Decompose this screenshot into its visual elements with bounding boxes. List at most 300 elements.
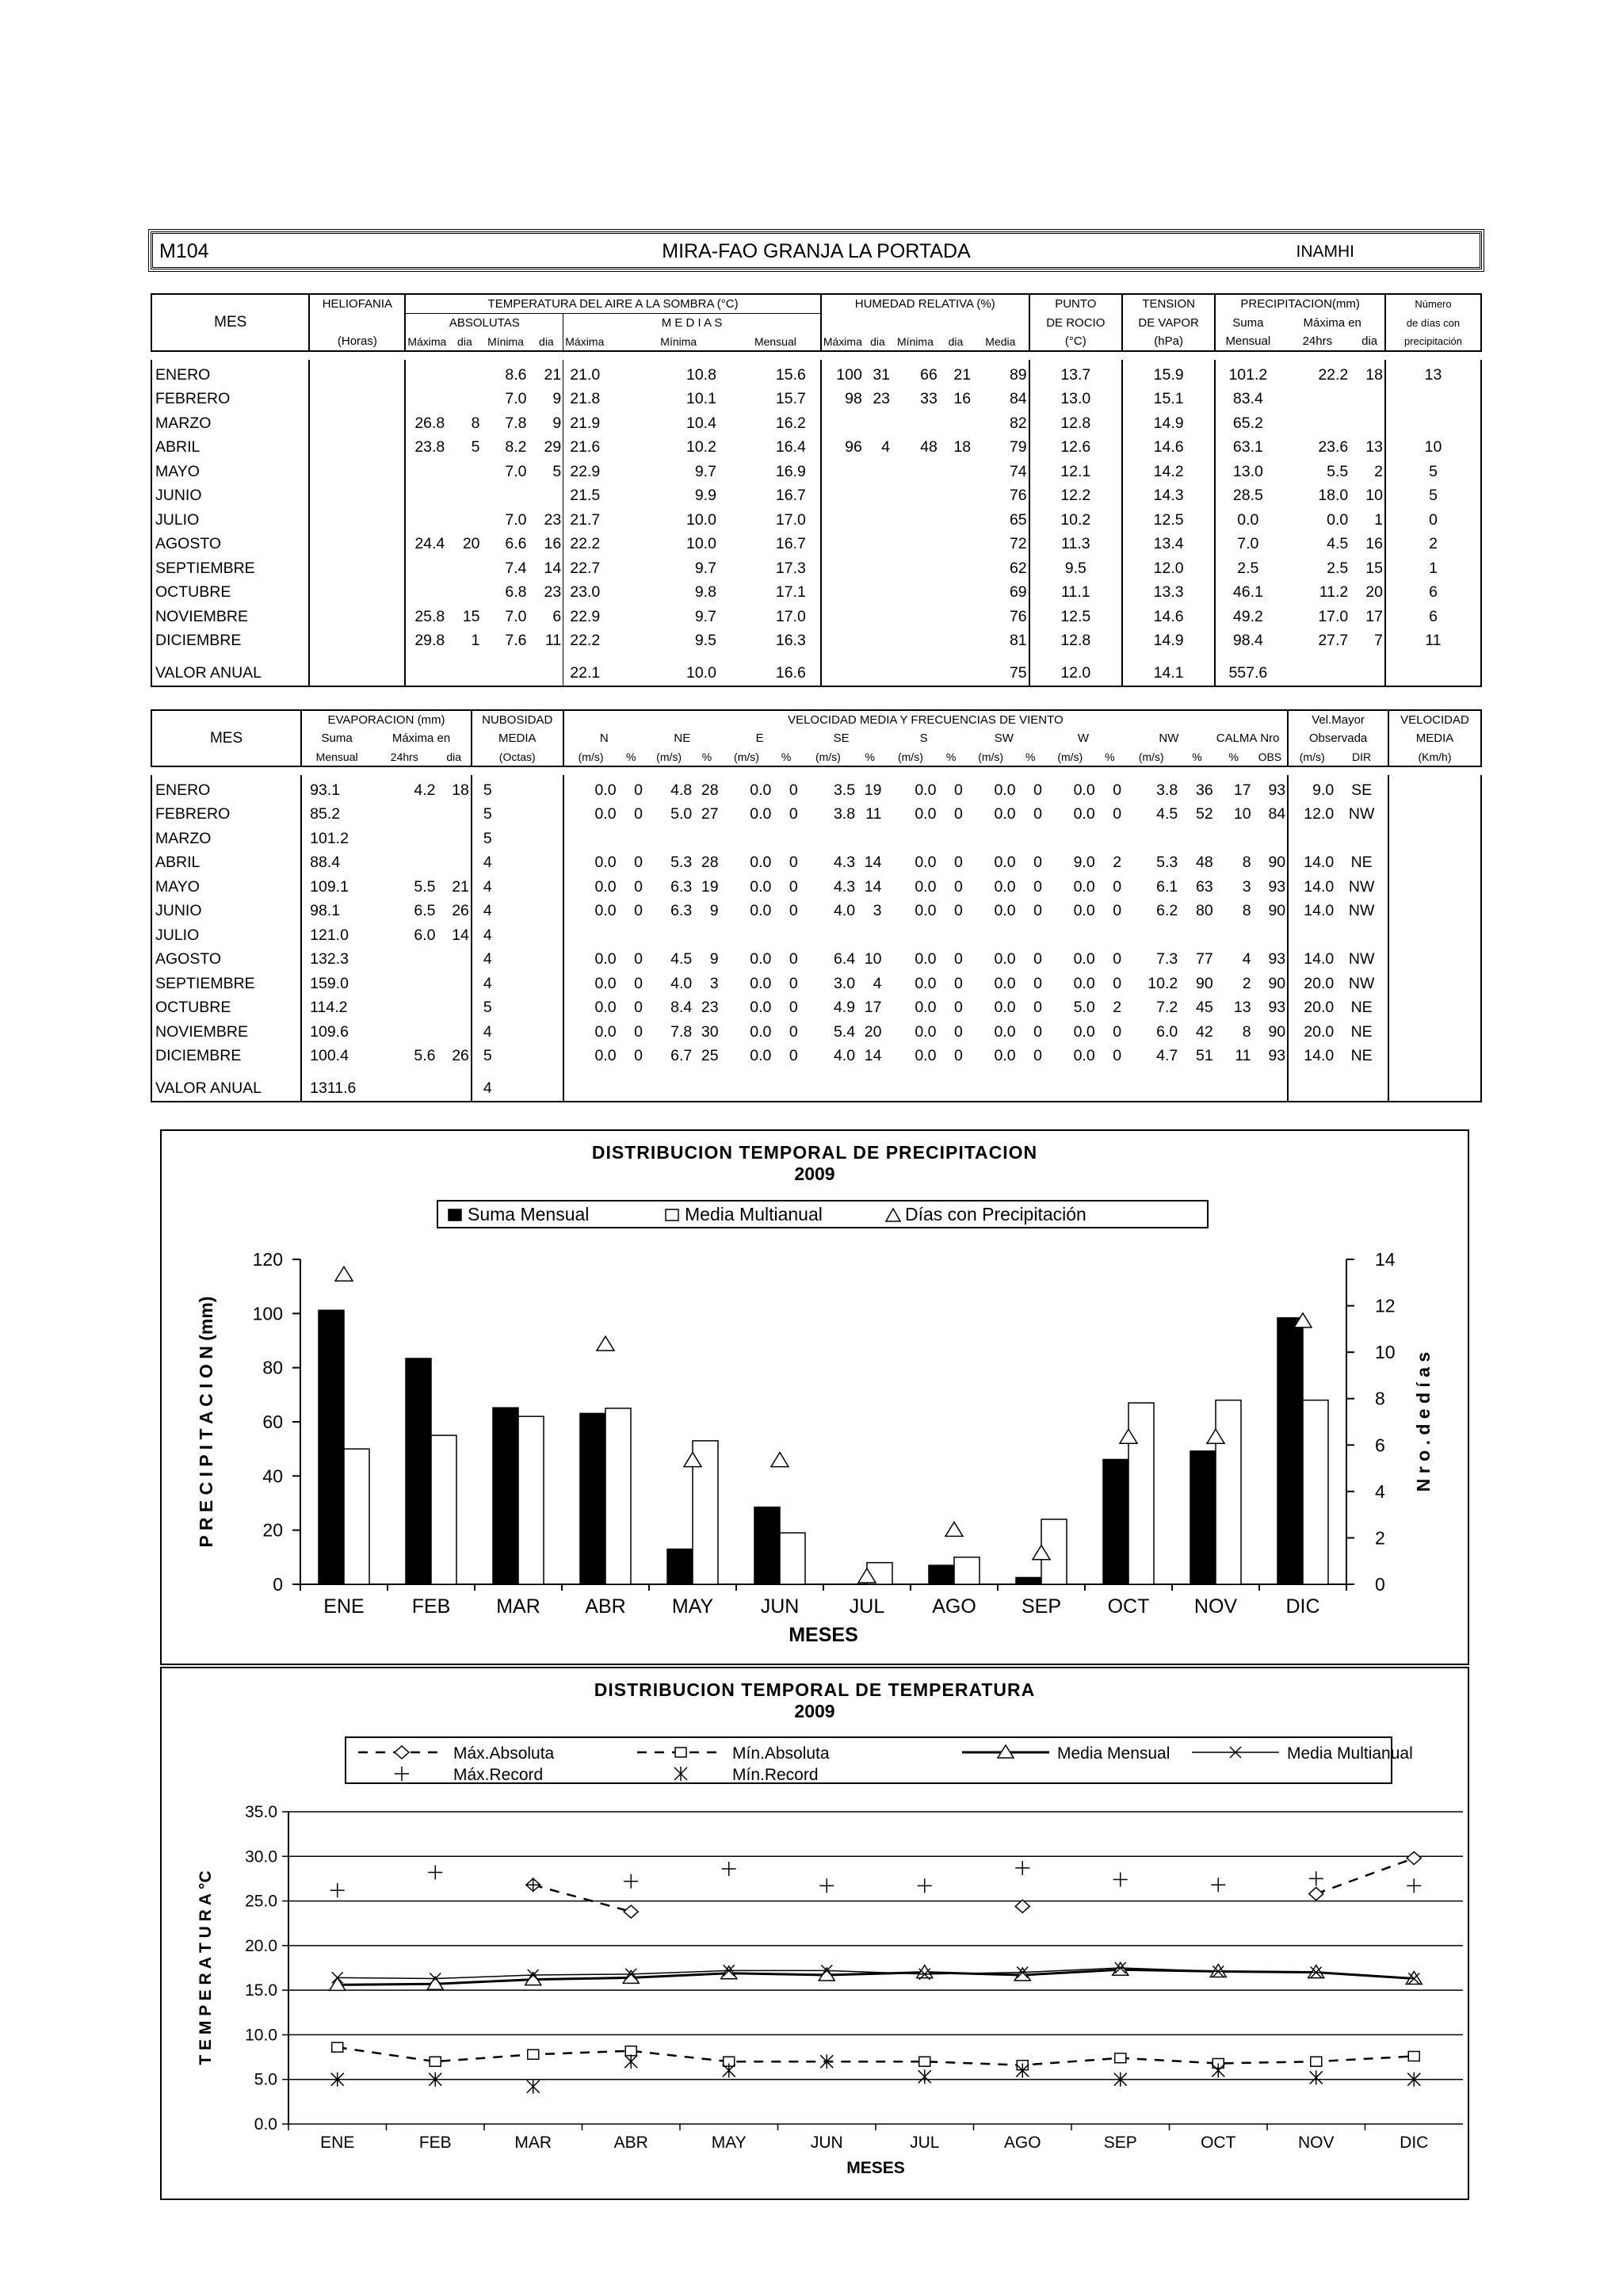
value-cell: 23.6 <box>1318 438 1349 457</box>
value-cell: 0.0 <box>994 877 1016 896</box>
legend-label: Suma Mensual <box>468 1204 590 1224</box>
value-cell <box>1335 1076 1388 1102</box>
legend-label: Mín.Absoluta <box>732 1744 830 1763</box>
series-m-n-absoluta-marker <box>332 2042 343 2052</box>
value-cell: 51 <box>1196 1047 1213 1065</box>
value-cell <box>309 388 405 412</box>
value-cell: 0.0 <box>750 902 772 920</box>
table-cell: % <box>1215 747 1253 766</box>
table-cell: CALMA <box>1216 732 1258 745</box>
bar-suma-mensual <box>1190 1451 1216 1584</box>
table-cell <box>472 1068 563 1076</box>
value-cell <box>821 460 864 484</box>
month-label: JULIO <box>151 923 301 948</box>
value-cell: 0 <box>634 805 643 823</box>
table-cell: TENSION <box>1122 294 1215 314</box>
value-cell: 8 <box>1242 1022 1251 1041</box>
x-tick-label: ABR <box>585 1595 626 1618</box>
climate-table-2 <box>151 709 1482 1102</box>
value-cell <box>372 996 437 1021</box>
header-row <box>151 710 1481 729</box>
value-cell: 5.5 <box>414 877 436 896</box>
value-cell: 13.4 <box>1122 533 1215 557</box>
value-cell: 0.0 <box>994 950 1016 968</box>
value-cell <box>372 972 437 996</box>
y-tick-label: 15.0 <box>245 1981 277 2000</box>
value-cell: 4 <box>873 974 882 992</box>
col-nubosidad: NUBOSIDAD <box>472 710 563 729</box>
value-cell: 23 <box>544 510 562 529</box>
value-cell: 7.6 <box>505 632 527 650</box>
month-row <box>151 972 1481 996</box>
value-cell <box>1388 923 1481 948</box>
value-cell: NE <box>1350 1047 1373 1065</box>
value-cell <box>1354 388 1385 412</box>
value-cell: 0 <box>789 999 798 1017</box>
table-cell <box>964 1068 1018 1076</box>
value-cell <box>309 484 405 509</box>
value-cell: 10.8 <box>685 365 716 384</box>
value-cell: 98 <box>821 388 864 412</box>
value-cell: 96 <box>821 436 864 460</box>
value-cell <box>1253 1076 1289 1102</box>
month-label: VALOR ANUAL <box>151 1076 301 1102</box>
value-cell: 10.0 <box>627 661 731 686</box>
value-cell: 90 <box>1268 902 1286 920</box>
value-cell: 0 <box>634 974 643 992</box>
value-cell: 81 <box>1009 632 1027 650</box>
value-cell: 0.0 <box>915 781 937 799</box>
legend-bar-swatch <box>449 1209 461 1221</box>
value-cell: 0 <box>634 877 643 896</box>
value-cell: 76 <box>1009 607 1027 625</box>
value-cell: 6.4 <box>833 950 856 968</box>
value-cell: 14 <box>864 854 882 872</box>
month-row <box>151 1020 1481 1045</box>
value-cell <box>1018 827 1044 851</box>
value-cell: 7.0 <box>505 390 527 408</box>
value-cell: 0 <box>789 854 798 872</box>
value-cell <box>1388 827 1481 851</box>
value-cell: 17 <box>864 999 882 1017</box>
value-cell: 9.7 <box>694 559 716 577</box>
series-m-x-absoluta-marker <box>624 1905 638 1918</box>
value-cell: 9 <box>709 950 719 968</box>
month-label: NOVIEMBRE <box>151 605 309 629</box>
bar-suma-mensual <box>1277 1318 1303 1584</box>
value-cell: 6.2 <box>1156 902 1178 920</box>
table-cell <box>437 1068 471 1076</box>
value-cell: 17.0 <box>775 607 806 625</box>
table-cell: % <box>1018 747 1044 766</box>
y-tick-label: 0.0 <box>254 2115 277 2134</box>
table-cell <box>1123 1068 1179 1076</box>
value-cell: 16.7 <box>775 487 806 505</box>
table-cell <box>372 1068 437 1076</box>
y2-tick-label: 6 <box>1375 1435 1385 1456</box>
table-cell <box>857 1068 883 1076</box>
value-cell: 21 <box>452 877 469 896</box>
value-cell <box>482 484 530 509</box>
value-cell <box>1123 923 1179 948</box>
header-row <box>151 314 1481 333</box>
value-cell: 4 <box>472 1020 563 1045</box>
value-cell: 6.5 <box>414 902 436 920</box>
value-cell: 29.8 <box>405 629 448 654</box>
value-cell <box>1253 827 1289 851</box>
value-cell <box>1388 948 1481 972</box>
value-cell: 9 <box>709 902 719 920</box>
value-cell: 0 <box>1033 950 1042 968</box>
table-cell <box>720 1068 773 1076</box>
value-cell <box>1288 923 1335 948</box>
table-cell: Suma <box>1215 314 1280 333</box>
value-cell: 8 <box>1242 902 1251 920</box>
series-m-n-absoluta-marker <box>1115 2053 1126 2063</box>
value-cell: 5.3 <box>670 854 693 872</box>
value-cell: 6.0 <box>1156 1022 1178 1041</box>
value-cell <box>644 923 693 948</box>
value-cell <box>1044 1076 1097 1102</box>
value-cell: 29 <box>544 438 562 457</box>
value-cell: 21.7 <box>563 508 627 533</box>
y2-tick-label: 4 <box>1375 1480 1385 1502</box>
temperature-chart-panel <box>160 1667 1469 2200</box>
value-cell: 28 <box>701 781 719 799</box>
col-dir-nw: NW <box>1159 732 1179 745</box>
value-cell: 18 <box>953 438 972 457</box>
value-cell <box>1388 1076 1481 1102</box>
value-cell: 0 <box>634 902 643 920</box>
value-cell: 114.2 <box>301 996 372 1021</box>
value-cell: 9 <box>552 390 562 408</box>
value-cell <box>883 923 938 948</box>
value-cell: 6.6 <box>505 535 527 553</box>
col-heliofania: HELIOFANIA <box>309 294 405 314</box>
x-tick-label: FEB <box>418 2134 452 2152</box>
value-cell: 24.4 <box>405 533 448 557</box>
value-cell <box>372 851 437 876</box>
marker-dias-precipitacion <box>945 1522 963 1536</box>
table-cell <box>800 1068 857 1076</box>
header-row <box>151 747 1481 766</box>
value-cell: 0.0 <box>915 902 937 920</box>
value-cell: 15.9 <box>1122 360 1215 388</box>
value-cell: 93 <box>1268 1047 1286 1065</box>
value-cell <box>372 1020 437 1045</box>
value-cell: 5 <box>1385 460 1481 484</box>
value-cell: 13.3 <box>1122 581 1215 606</box>
table-cell: (m/s) <box>1123 747 1179 766</box>
chart-title: DISTRIBUCION TEMPORAL DE PRECIPITACION <box>591 1142 1038 1163</box>
value-cell: 98.4 <box>1215 629 1280 654</box>
table-cell <box>448 653 481 661</box>
month-label: NOVIEMBRE <box>151 1020 301 1045</box>
x-tick-label: MAY <box>711 2134 747 2152</box>
value-cell <box>1215 827 1253 851</box>
value-cell: 80 <box>1196 902 1213 920</box>
value-cell: 4 <box>472 875 563 900</box>
x-tick-label: JUL <box>910 2134 940 2152</box>
value-cell <box>857 923 883 948</box>
bar-media-multianual <box>605 1408 631 1584</box>
x-tick-label: DIC <box>1400 2134 1429 2152</box>
bar-suma-mensual <box>319 1310 344 1584</box>
value-cell: 2 <box>1374 462 1383 480</box>
value-cell: 4.9 <box>833 999 856 1017</box>
value-cell <box>437 948 471 972</box>
value-cell: 0.0 <box>994 854 1016 872</box>
value-cell <box>1288 827 1335 851</box>
value-cell <box>372 948 437 972</box>
value-cell: 12.5 <box>1122 508 1215 533</box>
bar-media-multianual <box>431 1435 456 1584</box>
table-cell: Observada <box>1288 729 1388 747</box>
value-cell: 13.0 <box>1215 460 1280 484</box>
col-precipitacion: PRECIPITACION(mm) <box>1215 294 1385 314</box>
value-cell: 5 <box>472 827 563 851</box>
table-cell: (m/s) <box>800 747 857 766</box>
value-cell: 16 <box>544 535 562 553</box>
value-cell <box>448 360 481 388</box>
value-cell: 6.7 <box>670 1047 693 1065</box>
x-tick-label: MAR <box>496 1595 540 1618</box>
value-cell: 98.1 <box>301 900 372 924</box>
month-row <box>151 629 1481 654</box>
table-cell: Número <box>1385 294 1481 314</box>
value-cell: 0.0 <box>563 996 618 1021</box>
value-cell: 1 <box>1385 556 1481 581</box>
table-1-header <box>151 294 1481 360</box>
value-cell <box>1388 900 1481 924</box>
table-cell <box>1179 1068 1215 1076</box>
value-cell: 14 <box>864 877 882 896</box>
value-cell <box>1253 923 1289 948</box>
value-cell <box>939 556 972 581</box>
col-dir-se: SE <box>833 732 850 745</box>
value-cell: 10 <box>1385 436 1481 460</box>
month-row <box>151 1045 1481 1069</box>
value-cell: 5.4 <box>833 1022 856 1041</box>
table-cell <box>1280 653 1354 661</box>
value-cell: 2 <box>1113 999 1122 1017</box>
value-cell: 5 <box>552 462 562 480</box>
value-cell: 4.5 <box>670 950 693 968</box>
value-cell <box>938 1076 964 1102</box>
series-m-x-record-marker <box>1211 1878 1225 1892</box>
series-m-n-absoluta-marker <box>430 2057 441 2066</box>
value-cell <box>1288 1076 1335 1102</box>
value-cell: 0 <box>953 877 963 896</box>
value-cell <box>309 605 405 629</box>
value-cell: 7.8 <box>505 414 527 432</box>
x-axis-label: MESES <box>846 2159 905 2177</box>
table-cell <box>563 653 627 661</box>
value-cell: 28 <box>701 854 719 872</box>
spacer-row <box>151 1068 1481 1076</box>
table-1-body <box>151 360 1481 686</box>
value-cell: 0 <box>1033 781 1042 799</box>
value-cell: 90 <box>1268 854 1286 872</box>
value-cell: 28.5 <box>1215 484 1280 509</box>
value-cell <box>821 661 864 686</box>
x-tick-label: DIC <box>1285 1595 1320 1618</box>
month-label: OCTUBRE <box>151 996 301 1021</box>
value-cell: 0 <box>953 854 963 872</box>
series-m-x-record-marker <box>1113 1873 1128 1887</box>
value-cell <box>773 827 799 851</box>
y-tick-label: 10.0 <box>245 2026 277 2045</box>
value-cell: 132.3 <box>301 948 372 972</box>
table-cell <box>883 1068 938 1076</box>
table-cell <box>1388 1068 1481 1076</box>
series-m-n-record-marker <box>918 2069 931 2084</box>
value-cell: 14.2 <box>1122 460 1215 484</box>
value-cell <box>1097 923 1123 948</box>
value-cell <box>1018 1076 1044 1102</box>
month-row <box>151 484 1481 509</box>
month-label: VALOR ANUAL <box>151 661 309 686</box>
month-label: JUNIO <box>151 484 309 509</box>
value-cell: 0 <box>789 805 798 823</box>
value-cell <box>1280 661 1354 686</box>
value-cell <box>821 411 864 436</box>
table-cell: Máxima <box>821 332 864 351</box>
value-cell: 0.0 <box>750 781 772 799</box>
value-cell <box>530 484 563 509</box>
value-cell: 17 <box>1365 607 1383 625</box>
value-cell: 52 <box>1196 805 1213 823</box>
value-cell: 0 <box>953 1047 963 1065</box>
table-cell: Mínima <box>627 332 731 351</box>
table-cell: (m/s) <box>1288 747 1335 766</box>
value-cell: 0.0 <box>1073 1047 1095 1065</box>
value-cell: 14 <box>864 1047 882 1065</box>
table-cell: (m/s) <box>644 747 693 766</box>
value-cell: 14.0 <box>1288 875 1335 900</box>
value-cell: 0.0 <box>750 950 772 968</box>
value-cell: 0 <box>1113 902 1122 920</box>
value-cell: 0 <box>1033 877 1042 896</box>
x-tick-label: JUN <box>760 1595 800 1618</box>
value-cell: 21.8 <box>563 388 627 412</box>
value-cell: 4 <box>472 851 563 876</box>
value-cell <box>309 629 405 654</box>
value-cell: 21 <box>544 365 562 384</box>
value-cell: 0 <box>1113 950 1122 968</box>
x-tick-label: SEP <box>1103 2134 1137 2152</box>
value-cell: 101.2 <box>301 827 372 851</box>
value-cell <box>309 533 405 557</box>
value-cell <box>437 1020 471 1045</box>
value-cell: 557.6 <box>1215 661 1280 686</box>
col-humedad: HUMEDAD RELATIVA (%) <box>821 294 1029 314</box>
value-cell: 7 <box>1374 632 1383 650</box>
bar-suma-mensual <box>754 1507 780 1584</box>
table-cell: DIR <box>1335 747 1388 766</box>
value-cell: 3.5 <box>833 781 856 799</box>
value-cell <box>437 851 471 876</box>
value-cell <box>939 411 972 436</box>
table-cell: % <box>1179 747 1215 766</box>
month-label: DICIEMBRE <box>151 1045 301 1069</box>
value-cell <box>892 661 939 686</box>
value-cell <box>1097 827 1123 851</box>
value-cell: 17 <box>1233 781 1251 799</box>
value-cell <box>1179 827 1215 851</box>
value-cell: 21.0 <box>563 360 627 388</box>
table-cell: (m/s) <box>1044 747 1097 766</box>
month-label: ENERO <box>151 360 309 388</box>
value-cell <box>448 581 481 606</box>
series-m-n-absoluta-line <box>338 2047 1415 2065</box>
value-cell <box>693 923 720 948</box>
value-cell <box>883 1076 938 1102</box>
table-cell: M E D I A S <box>563 314 821 333</box>
value-cell: 3 <box>873 902 882 920</box>
value-cell: 17.1 <box>775 583 806 602</box>
value-cell: 0.0 <box>1073 974 1095 992</box>
value-cell: 16.9 <box>775 462 806 480</box>
value-cell: 5 <box>472 803 563 827</box>
value-cell: 18.0 <box>1318 487 1349 505</box>
value-cell: 14.9 <box>1122 411 1215 436</box>
value-cell <box>1388 775 1481 803</box>
value-cell: 0.0 <box>915 805 937 823</box>
bar-media-multianual <box>1128 1403 1154 1584</box>
value-cell: 12.6 <box>1029 436 1122 460</box>
value-cell: 6 <box>552 607 562 625</box>
month-label: MAYO <box>151 460 309 484</box>
value-cell: 4.0 <box>833 902 856 920</box>
value-cell: 4 <box>472 923 563 948</box>
value-cell: 93 <box>1268 950 1286 968</box>
bar-suma-mensual <box>406 1358 431 1584</box>
value-cell: 20 <box>864 1022 882 1041</box>
table-cell: (m/s) <box>883 747 938 766</box>
header-row <box>151 729 1481 747</box>
value-cell: 4 <box>472 1076 563 1102</box>
value-cell: 27 <box>701 805 719 823</box>
value-cell: 6.3 <box>670 902 693 920</box>
value-cell <box>372 827 437 851</box>
value-cell <box>864 629 892 654</box>
spacer-row <box>151 351 1481 360</box>
value-cell: 17.0 <box>775 510 806 529</box>
value-cell <box>618 923 644 948</box>
value-cell: 0 <box>953 950 963 968</box>
value-cell: 66 <box>920 365 938 384</box>
value-cell: 0.0 <box>1073 902 1095 920</box>
value-cell: 6.0 <box>414 926 436 944</box>
value-cell: 2.5 <box>1327 559 1349 577</box>
value-cell <box>864 556 892 581</box>
table-cell <box>939 653 972 661</box>
value-cell: 0.0 <box>1215 508 1280 533</box>
value-cell: 13.7 <box>1029 360 1122 388</box>
series-m-x-absoluta-marker <box>1309 1888 1323 1901</box>
value-cell: 46.1 <box>1215 581 1280 606</box>
value-cell: 19 <box>864 781 882 799</box>
month-label: MARZO <box>151 827 301 851</box>
value-cell <box>1044 827 1097 851</box>
value-cell: 48 <box>1196 854 1213 872</box>
value-cell <box>448 388 481 412</box>
value-cell: 0.0 <box>750 877 772 896</box>
table-cell <box>821 314 1029 333</box>
value-cell: 3.8 <box>1156 781 1178 799</box>
value-cell <box>1280 411 1354 436</box>
